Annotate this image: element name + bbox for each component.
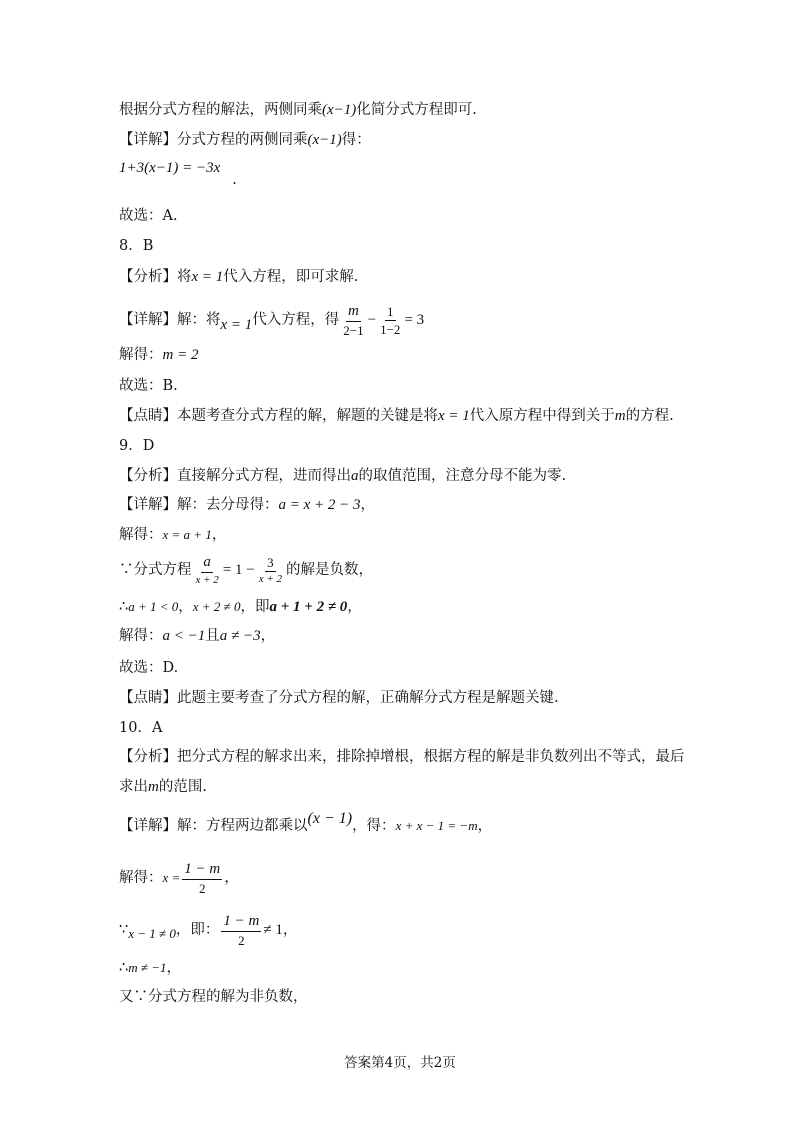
text: 分式方程的两侧同乘	[177, 132, 308, 148]
math-expression: a < −1	[162, 628, 206, 644]
text: 解得：	[119, 347, 163, 363]
text: 且	[205, 628, 220, 644]
math-expression: a = x + 2 − 3	[278, 497, 361, 513]
line-8	[119, 343, 710, 367]
line-24	[119, 858, 710, 898]
text: 9．D	[119, 438, 155, 454]
fraction: $\frac{m}{2-1}$	[343, 302, 364, 338]
section-tag: 【详解】	[119, 818, 177, 834]
text: ，	[477, 818, 493, 834]
math-expression: (x−1)	[307, 132, 342, 148]
math-expression: a + 1 < 0	[128, 599, 179, 614]
line-25	[119, 910, 710, 950]
line-15	[119, 550, 710, 590]
text: ，	[178, 599, 193, 615]
fraction: $\frac{a}{x + 2}$	[195, 553, 219, 586]
line-9	[119, 374, 710, 398]
line-13	[119, 493, 710, 517]
section-tag: 【点睛】	[119, 408, 177, 424]
line-21	[119, 745, 710, 769]
page-footer: 答案第4页，共2页	[344, 1055, 456, 1071]
text: 将	[177, 269, 192, 285]
line-22	[119, 775, 710, 799]
section-tag: 【分析】	[119, 468, 177, 484]
math-expression: a + 1 + 2 ≠ 0	[269, 599, 348, 615]
line-6	[119, 265, 710, 289]
text: ，	[360, 497, 376, 513]
text: ，	[166, 960, 182, 976]
text: 把分式方程的解求出来，排除掉增根，根据方程的解是非负数列出不等式，最后	[177, 749, 685, 765]
line-18	[119, 656, 710, 680]
question-10-answer	[119, 716, 710, 740]
math-expression: ≠ 1	[263, 922, 283, 938]
text: 的方程.	[625, 408, 674, 424]
text: 代入方程，即可求解.	[223, 269, 359, 285]
text: 的解是负数，	[286, 562, 374, 578]
math-operator: −	[367, 312, 377, 328]
math-expression: m	[148, 779, 159, 795]
text: 解：方程两边都乘以	[177, 818, 308, 834]
fraction: $\frac{3}{x + 2}$	[258, 554, 283, 585]
text: 故选：D.	[119, 660, 179, 676]
line-2	[119, 128, 710, 152]
text: 解：将	[177, 312, 221, 328]
math-expression: (x − 1)	[307, 810, 353, 827]
line-16	[119, 595, 710, 619]
text: ，	[282, 922, 298, 938]
text: ∴	[119, 599, 129, 615]
math-expression: = 1 −	[222, 562, 255, 578]
text: 故选：A.	[119, 208, 178, 224]
section-tag: 【详解】	[119, 132, 177, 148]
line-3	[119, 156, 710, 188]
math-expression: m = 2	[162, 347, 199, 363]
line-4	[119, 204, 710, 228]
text: 8．B	[119, 238, 154, 254]
text: 解得：	[119, 870, 163, 886]
text: 10．A	[119, 720, 163, 736]
text: ，得：	[352, 818, 396, 834]
text: 代入原方程中得到关于	[469, 408, 615, 424]
math-expression: = 3	[404, 312, 425, 328]
question-9-answer	[119, 434, 710, 458]
text: 解得：	[119, 527, 163, 543]
math-expression: x = 1	[438, 408, 470, 424]
line-17	[119, 624, 710, 648]
text: ，即：	[175, 922, 220, 938]
text: ，	[224, 870, 239, 886]
math-expression: (x−1)	[322, 102, 357, 118]
text: ∴	[119, 960, 129, 976]
text: 解：去分母得：	[177, 497, 279, 513]
math-expression: a ≠ −3	[219, 628, 261, 644]
math-expression: x − 1 ≠ 0	[128, 926, 176, 941]
text: ，	[211, 527, 227, 543]
text: 化简分式方程即可.	[356, 102, 477, 118]
text: ∵分式方程	[119, 562, 192, 578]
text: 本题考查分式方程的解，解题的关键是将	[177, 408, 438, 424]
text: 根据分式方程的解法，两侧同乘	[119, 102, 322, 118]
fraction: $\frac{1 - m}{2}$	[184, 860, 221, 896]
text: 求出	[119, 779, 148, 795]
section-tag: 【详解】	[119, 312, 177, 328]
fraction: $\frac{1}{1-2}$	[380, 303, 401, 337]
math-expression: a	[351, 468, 359, 484]
text: .	[232, 172, 237, 188]
text: 得：	[341, 132, 371, 148]
section-tag: 【分析】	[119, 269, 177, 285]
math-expression: x = 1	[220, 317, 253, 333]
math-expression: x = a + 1	[162, 527, 212, 542]
text: ，	[347, 599, 362, 615]
line-14	[119, 523, 710, 547]
math-expression: x = 1	[191, 269, 224, 285]
line-26	[119, 956, 710, 980]
text: 故选：B.	[119, 378, 178, 394]
section-tag: 【点睛】	[119, 690, 177, 706]
line-23	[119, 806, 710, 846]
line-19	[119, 686, 710, 710]
line-7	[119, 300, 710, 340]
line-27	[119, 985, 710, 1009]
line-12	[119, 464, 710, 488]
section-tag: 【分析】	[119, 749, 177, 765]
math-expression: x + 2 ≠ 0	[192, 599, 241, 614]
text: 代入方程，得	[252, 312, 340, 328]
text: 的取值范围，注意分母不能为零.	[358, 468, 567, 484]
text: 又∵分式方程的解为非负数，	[119, 989, 308, 1005]
line-10	[119, 404, 710, 428]
text: 的范围.	[158, 779, 207, 795]
text: ∵	[119, 922, 129, 938]
text: 解得：	[119, 628, 163, 644]
text: ，即	[240, 599, 270, 615]
section-tag: 【详解】	[119, 497, 177, 513]
math-expression: 1+3(x−1) = −3x	[119, 160, 221, 176]
math-expression: x + x − 1 = −m	[395, 818, 478, 833]
text: 直接解分式方程，进而得出	[177, 468, 351, 484]
line-1	[119, 98, 710, 122]
text: 此题主要考查了分式方程的解，正确解分式方程是解题关键.	[177, 690, 559, 706]
math-expression: m ≠ −1	[128, 960, 167, 975]
question-8-answer	[119, 234, 710, 258]
math-expression: m	[614, 408, 626, 424]
text: ，	[260, 628, 276, 644]
fraction: $\frac{1 - m}{2}$	[223, 912, 260, 948]
math-expression: x =	[162, 870, 181, 885]
